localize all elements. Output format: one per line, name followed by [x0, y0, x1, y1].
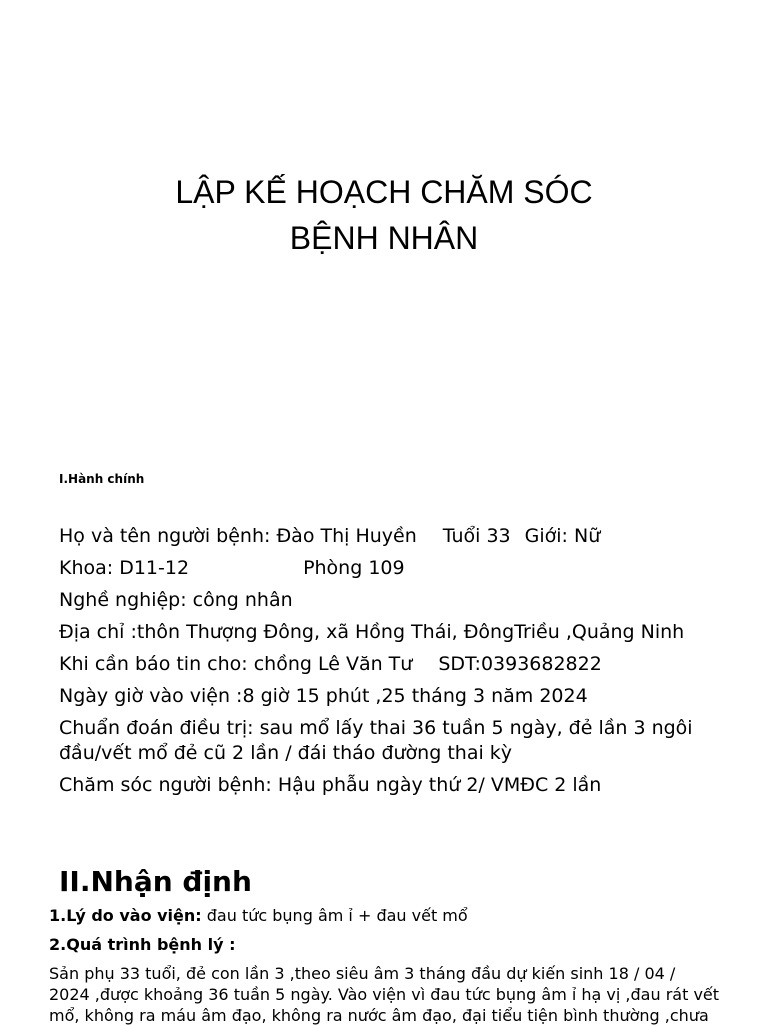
medical-history-line-2: 2024 ,được khoảng 36 tuần 5 ngày. Vào viện vì đau tức bụng âm ỉ hạ vị ,đau rát vết — [49, 985, 720, 1004]
patient-age: Tuổi 33 — [442, 525, 511, 547]
patient-phone: SDT:0393682822 — [438, 653, 602, 675]
patient-contact: Khi cần báo tin cho: chồng Lê Văn Tư — [59, 653, 413, 675]
section-heading-assessment: II.Nhận định — [59, 865, 252, 898]
patient-name-row — [59, 524, 600, 548]
admission-reason-text: đau tức bụng âm ỉ + đau vết mổ — [201, 906, 468, 925]
diagnosis-line-1: Chuẩn đoán điều trị: sau mổ lấy thai 36 tuần 5 ngày, đẻ lần 3 ngôi — [59, 717, 693, 739]
care-status: Chăm sóc người bệnh: Hậu phẫu ngày thứ 2/ VMĐC 2 lần — [59, 774, 602, 796]
diagnosis-line-2: đầu/vết mổ đẻ cũ 2 lần / đái tháo đường thai kỳ — [59, 742, 513, 764]
department-row — [59, 556, 405, 580]
medical-history-line-3: mổ, không ra máu âm đạo, không ra nước âm đạo, đại tiểu tiện bình thường ,chưa — [49, 1006, 709, 1025]
admission-time: Ngày giờ vào viện :8 giờ 15 phút ,25 tháng 3 năm 2024 — [59, 685, 588, 707]
patient-room: Phòng 109 — [303, 557, 405, 579]
section-heading-administrative: I.Hành chính — [59, 472, 145, 486]
document-title-line-2: BỆNH NHÂN — [289, 220, 479, 256]
patient-name: Họ và tên người bệnh: Đào Thị Huyền — [59, 525, 417, 547]
contact-row — [59, 652, 602, 676]
admission-reason-label: 1.Lý do vào viện: — [49, 906, 202, 925]
patient-department: Khoa: D11-12 — [59, 557, 190, 579]
patient-address: Địa chỉ :thôn Thượng Đông, xã Hồng Thái, ĐôngTriều ,Quảng Ninh — [59, 621, 685, 643]
admission-reason — [49, 905, 468, 926]
medical-history-line-1: Sản phụ 33 tuổi, đẻ con lần 3 ,theo siêu âm 3 tháng đầu dự kiến sinh 18 / 04 / — [49, 964, 676, 983]
medical-history-heading: 2.Quá trình bệnh lý : — [49, 935, 236, 954]
document-title-line-1: LẬP KẾ HOẠCH CHĂM SÓC — [175, 174, 593, 210]
patient-occupation: Nghề nghiệp: công nhân — [59, 589, 293, 611]
patient-gender: Giới: Nữ — [524, 525, 601, 547]
